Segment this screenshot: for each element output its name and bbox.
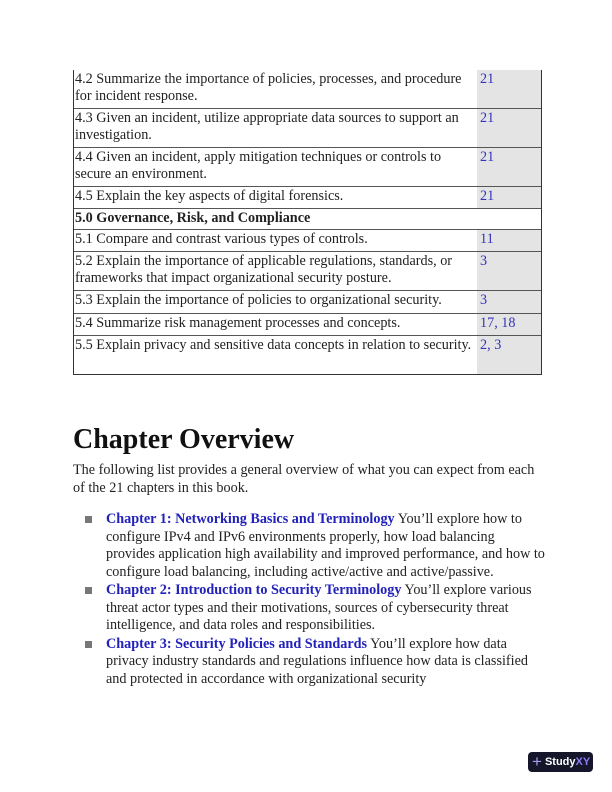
chapter-refs[interactable]: 17, 18 bbox=[477, 314, 541, 335]
chapter-title-link[interactable]: Introduction to Security Terminology bbox=[175, 582, 402, 598]
objective-text: 5.0 Governance, Risk, and Compliance bbox=[74, 209, 541, 229]
table-row bbox=[74, 229, 541, 251]
table-row bbox=[74, 290, 541, 313]
objective-text: 5.1 Compare and contrast various types of controls. bbox=[75, 231, 368, 247]
table-row bbox=[74, 108, 541, 147]
studyxy-badge[interactable] bbox=[528, 752, 593, 772]
badge-prefix: Study bbox=[544, 756, 576, 768]
objective-text: 5.3 Explain the importance of policies to organizational security. bbox=[75, 292, 442, 308]
objective-text: 5.5 Explain privacy and sensitive data concepts in relation to security. bbox=[75, 337, 472, 353]
chapter-list-item: Chapter 1: Networking Basics and Terminology You’ll explore how to configure IPv4 and IPv6 environments properly, how load balancing provides application high availability and improved performance, and how to configure load balancing, including active/active and active/passive. bbox=[85, 511, 545, 581]
bullet-icon bbox=[85, 641, 92, 648]
chapter-description: You’ll explore how data privacy industry standards and regulations influence how data is classified and protected in accordance with organizational security bbox=[106, 635, 528, 687]
objective-text: 5.2 Explain the importance of applicable regulations, standards, or frameworks that impact organizational security posture. bbox=[75, 253, 453, 286]
chapter-description: You’ll explore various threat actor types and their motivations, sources of cybersecurity threat intelligence, and data roles and responsibilities. bbox=[106, 582, 532, 633]
chapter-refs[interactable]: 2, 3 bbox=[477, 336, 541, 374]
chapter-refs[interactable]: 21 bbox=[477, 70, 541, 108]
objective-text: 5.4 Summarize risk management processes and concepts. bbox=[75, 315, 401, 331]
bullet-icon bbox=[85, 516, 92, 523]
chapter-refs[interactable]: 21 bbox=[477, 109, 541, 147]
table-row bbox=[74, 335, 541, 374]
chapter-refs[interactable]: 21 bbox=[477, 187, 541, 208]
chapter-title-link[interactable]: Security Policies and Standards bbox=[175, 635, 368, 652]
chapter-link[interactable]: Chapter 3 bbox=[106, 635, 167, 652]
badge-suffix: XY bbox=[575, 756, 591, 768]
chapter-refs[interactable]: 11 bbox=[477, 230, 541, 251]
intro-paragraph: The following list provides a general overview of what you can expect from each of the 21 chapters in this book. bbox=[73, 462, 535, 496]
table-section-row bbox=[74, 208, 541, 229]
chapter-list-item: Chapter 2: Introduction to Security Terminology You’ll explore various threat actor types and their motivations, sources of cybersecurity threat intelligence, and data roles and responsibilities. bbox=[85, 582, 545, 635]
chapter-refs[interactable]: 3 bbox=[477, 291, 541, 313]
chapter-refs[interactable]: 3 bbox=[477, 252, 541, 290]
objective-text: 4.5 Explain the key aspects of digital forensics. bbox=[75, 188, 344, 204]
table-row bbox=[74, 251, 541, 290]
chapter-list-item: Chapter 3: Security Policies and Standards You’ll explore how data privacy industry standards and regulations influence how data is classified and protected in accordance with organizational security bbox=[85, 636, 545, 689]
chapter-refs[interactable]: 21 bbox=[477, 148, 541, 186]
table-row bbox=[74, 186, 541, 208]
objective-text: 4.4 Given an incident, apply mitigation techniques or controls to secure an environment. bbox=[75, 149, 442, 182]
section-heading: Chapter Overview bbox=[73, 424, 295, 455]
table-row bbox=[74, 147, 541, 186]
plus-icon: + bbox=[532, 752, 542, 771]
chapter-link[interactable]: Chapter 1 bbox=[106, 511, 167, 527]
chapter-description: You’ll explore how to configure IPv4 and IPv6 environments properly, how load balancing provides application high availability and improved performance, and how to configure load balancing, including active/active and active/passive. bbox=[106, 511, 545, 580]
bullet-icon bbox=[85, 587, 92, 594]
table-row bbox=[74, 70, 541, 108]
table-row bbox=[74, 313, 541, 335]
objectives-table bbox=[73, 70, 542, 375]
objective-text: 4.2 Summarize the importance of policies, processes, and procedure for incident response. bbox=[75, 71, 462, 104]
chapter-link[interactable]: Chapter 2 bbox=[106, 582, 167, 598]
chapter-list bbox=[85, 511, 545, 689]
chapter-title-link[interactable]: Networking Basics and Terminology bbox=[175, 511, 395, 527]
objective-text: 4.3 Given an incident, utilize appropriate data sources to support an investigation. bbox=[75, 110, 459, 143]
